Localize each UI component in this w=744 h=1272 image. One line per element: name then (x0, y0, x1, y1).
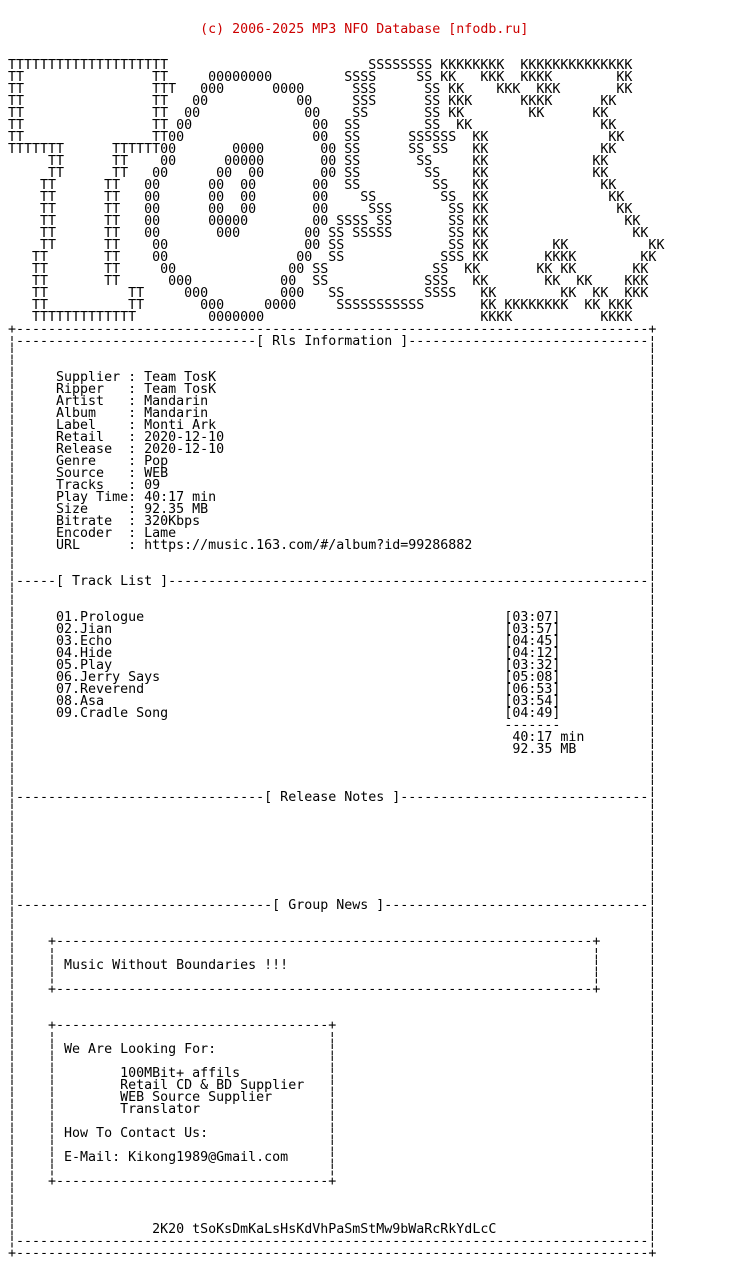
nfo-line: ¦ ¦ We Are Looking For: ¦ ¦ (8, 1042, 657, 1057)
nfo-line: ¦ Label : Monti Ark ¦ (8, 418, 657, 433)
nfo-line: ¦ ¦ ¦ ¦ (8, 946, 657, 961)
nfo-line: TT TT 00 00 00 00 SS SS KK KK (8, 166, 609, 181)
nfo-line: ¦ URL : https://music.163.com/#/album?id=99286882 ¦ (8, 538, 657, 553)
nfo-line: ¦ ¦ (8, 778, 657, 793)
nfo-line: ¦ 40:17 min ¦ (8, 730, 657, 745)
nfo-line: ¦ ¦ (8, 1006, 657, 1021)
nfo-line: ¦ ¦ (8, 1198, 657, 1213)
nfo-line: +-------------------------------------------------------------------------------+ (8, 322, 657, 337)
nfo-line: TT TT 00 00 SS SS KK KK KK (8, 106, 609, 121)
nfo-line: TT TT 00000000 SSSS SS KK KKK KKKK KK (8, 70, 633, 85)
nfo-line: TT TTT 000 0000 SSS SS KK KKK KKK KK (8, 82, 633, 97)
nfo-line: TT TT 00 00 00 00 SSS SS KK KK (8, 202, 633, 217)
nfo-line: ¦ 09.Cradle Song [04:49] ¦ (8, 706, 657, 721)
nfo-line: ¦ ¦ (8, 766, 657, 781)
nfo-line: ¦ Supplier : Team TosK ¦ (8, 370, 657, 385)
nfo-line: TT TT 00 00 SS SS KK KK (8, 118, 617, 133)
nfo-line: TT TT 000 000 SS SSSS KK KK KK KKK (8, 286, 649, 301)
copyright-header: (c) 2006-2025 MP3 NFO Database [nfodb.ru] (8, 22, 529, 37)
nfo-line: ¦ ¦ WEB Source Supplier ¦ ¦ (8, 1090, 657, 1105)
nfo-line: ¦ ¦ (8, 922, 657, 937)
nfo-line: ¦ Album : Mandarin ¦ (8, 406, 657, 421)
nfo-line: ¦ 01.Prologue [03:07] ¦ (8, 610, 657, 625)
nfo-line: ¦ Bitrate : 320Kbps ¦ (8, 514, 657, 529)
nfo-line: TT TT 00 00 SS SSS KK KKKK KK (8, 250, 657, 265)
nfo-line: ¦ 06.Jerry Says [05:08] ¦ (8, 670, 657, 685)
nfo-line: ¦ +----------------------------------+ ¦ (8, 1018, 657, 1033)
nfo-line: ¦ ¦ ¦ ¦ (8, 1162, 657, 1177)
nfo-line: ¦ ¦ (8, 910, 657, 925)
nfo-line: ¦ ¦ (8, 802, 657, 817)
nfo-line: ¦ ¦ 100MBit+ affils ¦ ¦ (8, 1066, 657, 1081)
nfo-line: TT TT 000 00 SS SSS KK KK KK KKK (8, 274, 649, 289)
nfo-line: ¦ ¦ Retail CD & BD Supplier ¦ ¦ (8, 1078, 657, 1093)
nfo-line: ¦ ¦ ¦ ¦ (8, 1114, 657, 1129)
nfo-line: ¦ +----------------------------------+ ¦ (8, 1174, 657, 1189)
nfo-line: ¦ ¦ (8, 850, 657, 865)
nfo-line: ¦ ¦ (8, 874, 657, 889)
nfo-line: ¦ Release : 2020-12-10 ¦ (8, 442, 657, 457)
nfo-line: ¦-------------------------------[ Release Notes ]-------------------------------¦ (8, 790, 657, 805)
nfo-line: TT TT 00 00 00 00 SS SS KK KK (8, 178, 617, 193)
nfo-line: ¦ ¦ ¦ ¦ (8, 1054, 657, 1069)
nfo-line: ¦ ¦ (8, 754, 657, 769)
nfo-body (8, 60, 664, 1260)
nfo-line: ¦ ¦ (8, 1210, 657, 1225)
nfo-line: TTTTTTTTTTTTTTTTTTTT SSSSSSSS KKKKKKKK KKKKKKKKKKKKKK (8, 58, 633, 73)
nfo-line: ¦ Ripper : Team TosK ¦ (8, 382, 657, 397)
nfo-line: ¦--------------------------------[ Group News ]---------------------------------¦ (8, 898, 657, 913)
nfo-line: ¦ 02.Jian [03:57] ¦ (8, 622, 657, 637)
nfo-line: ¦ ¦ (8, 886, 657, 901)
nfo-line: ¦ Source : WEB ¦ (8, 466, 657, 481)
nfo-line: ¦ ¦ (8, 586, 657, 601)
nfo-line: ¦ ¦ (8, 1186, 657, 1201)
nfo-line: ¦ +-------------------------------------------------------------------+ ¦ (8, 934, 657, 949)
nfo-line: ¦ ¦ Music Without Boundaries !!! ¦ ¦ (8, 958, 657, 973)
nfo-line: ¦ +-------------------------------------------------------------------+ ¦ (8, 982, 657, 997)
nfo-line: ¦ 07.Reverend [06:53] ¦ (8, 682, 657, 697)
nfo-line: ¦ ¦ ¦ ¦ (8, 1030, 657, 1045)
nfo-line: TT TT 00 00 SS SS KK KK KK KK (8, 262, 649, 277)
nfo-line: ¦ ¦ (8, 346, 657, 361)
nfo-line: ¦ ------- ¦ (8, 718, 657, 733)
nfo-line: ¦ 2K20 tSoKsDmKaLsHsKdVhPaSmStMw9bWaRcRkYdLcC ¦ (8, 1222, 657, 1237)
nfo-line: TT TT00 00 SS SSSSSS KK KK (8, 130, 625, 145)
nfo-line: ¦ ¦ (8, 826, 657, 841)
nfo-line: ¦ Play Time: 40:17 min ¦ (8, 490, 657, 505)
nfo-line: ¦ ¦ (8, 550, 657, 565)
nfo-line: ¦ ¦ E-Mail: Kikong1989@Gmail.com ¦ ¦ (8, 1150, 657, 1165)
nfo-line: ¦ 92.35 MB ¦ (8, 742, 657, 757)
nfo-line: TTTTTTT TTTTTT00 0000 00 SS SS SS KK KK (8, 142, 617, 157)
nfo-line: ¦ ¦ (8, 598, 657, 613)
nfo-line: ¦ 03.Echo [04:45] ¦ (8, 634, 657, 649)
nfo-line: TT TT 000 0000 SSSSSSSSSSS KK KKKKKKKK KK KKK (8, 298, 633, 313)
nfo-line: +-------------------------------------------------------------------------------+ (8, 1246, 657, 1261)
nfo-line: ¦ ¦ (8, 994, 657, 1009)
nfo-line: ¦ Tracks : 09 ¦ (8, 478, 657, 493)
nfo-line: TT TT 00 00000 00 SSSS SS SS KK KK (8, 214, 641, 229)
nfo-line: ¦ ¦ ¦ ¦ (8, 1138, 657, 1153)
nfo-line: ¦ Genre : Pop ¦ (8, 454, 657, 469)
nfo-line: ¦-----[ Track List ]------------------------------------------------------------¦ (8, 574, 657, 589)
nfo-line: TT TT 00 00 00 00 SS SS KK KK (8, 190, 625, 205)
nfo-line: ¦ Encoder : Lame ¦ (8, 526, 657, 541)
nfo-line: ¦ ¦ ¦ ¦ (8, 970, 657, 985)
nfo-line: ¦ ¦ (8, 814, 657, 829)
nfo-line: ¦ Retail : 2020-12-10 ¦ (8, 430, 657, 445)
nfo-line: TT TT 00 000 00 SS SSSSS SS KK KK (8, 226, 649, 241)
nfo-line: ¦ 05.Play [03:32] ¦ (8, 658, 657, 673)
nfo-line: TTTTTTTTTTTTT 0000000 KKKK KKKK (8, 310, 633, 325)
nfo-line: ¦ ¦ How To Contact Us: ¦ ¦ (8, 1126, 657, 1141)
nfo-line: ¦ ¦ (8, 358, 657, 373)
nfo-text-block (8, 0, 664, 1272)
nfo-line: ¦ ¦ Translator ¦ ¦ (8, 1102, 657, 1117)
nfo-line: ¦ Size : 92.35 MB ¦ (8, 502, 657, 517)
nfo-line: ¦------------------------------[ Rls Information ]------------------------------¦ (8, 334, 657, 349)
nfo-line: ¦ ¦ (8, 562, 657, 577)
nfo-line: TT TT 00 00000 00 SS SS KK KK (8, 154, 609, 169)
nfo-line: ¦ 08.Asa [03:54] ¦ (8, 694, 657, 709)
nfo-line: ¦-------------------------------------------------------------------------------¦ (8, 1234, 657, 1249)
nfo-line: ¦ Artist : Mandarin ¦ (8, 394, 657, 409)
nfo-line: ¦ ¦ (8, 862, 657, 877)
nfo-line: TT TT 00 00 SS SS KK KK KK (8, 238, 665, 253)
nfo-line: ¦ ¦ (8, 838, 657, 853)
nfo-line: ¦ 04.Hide [04:12] ¦ (8, 646, 657, 661)
nfo-line: TT TT 00 00 SSS SS KKK KKKK KK (8, 94, 617, 109)
